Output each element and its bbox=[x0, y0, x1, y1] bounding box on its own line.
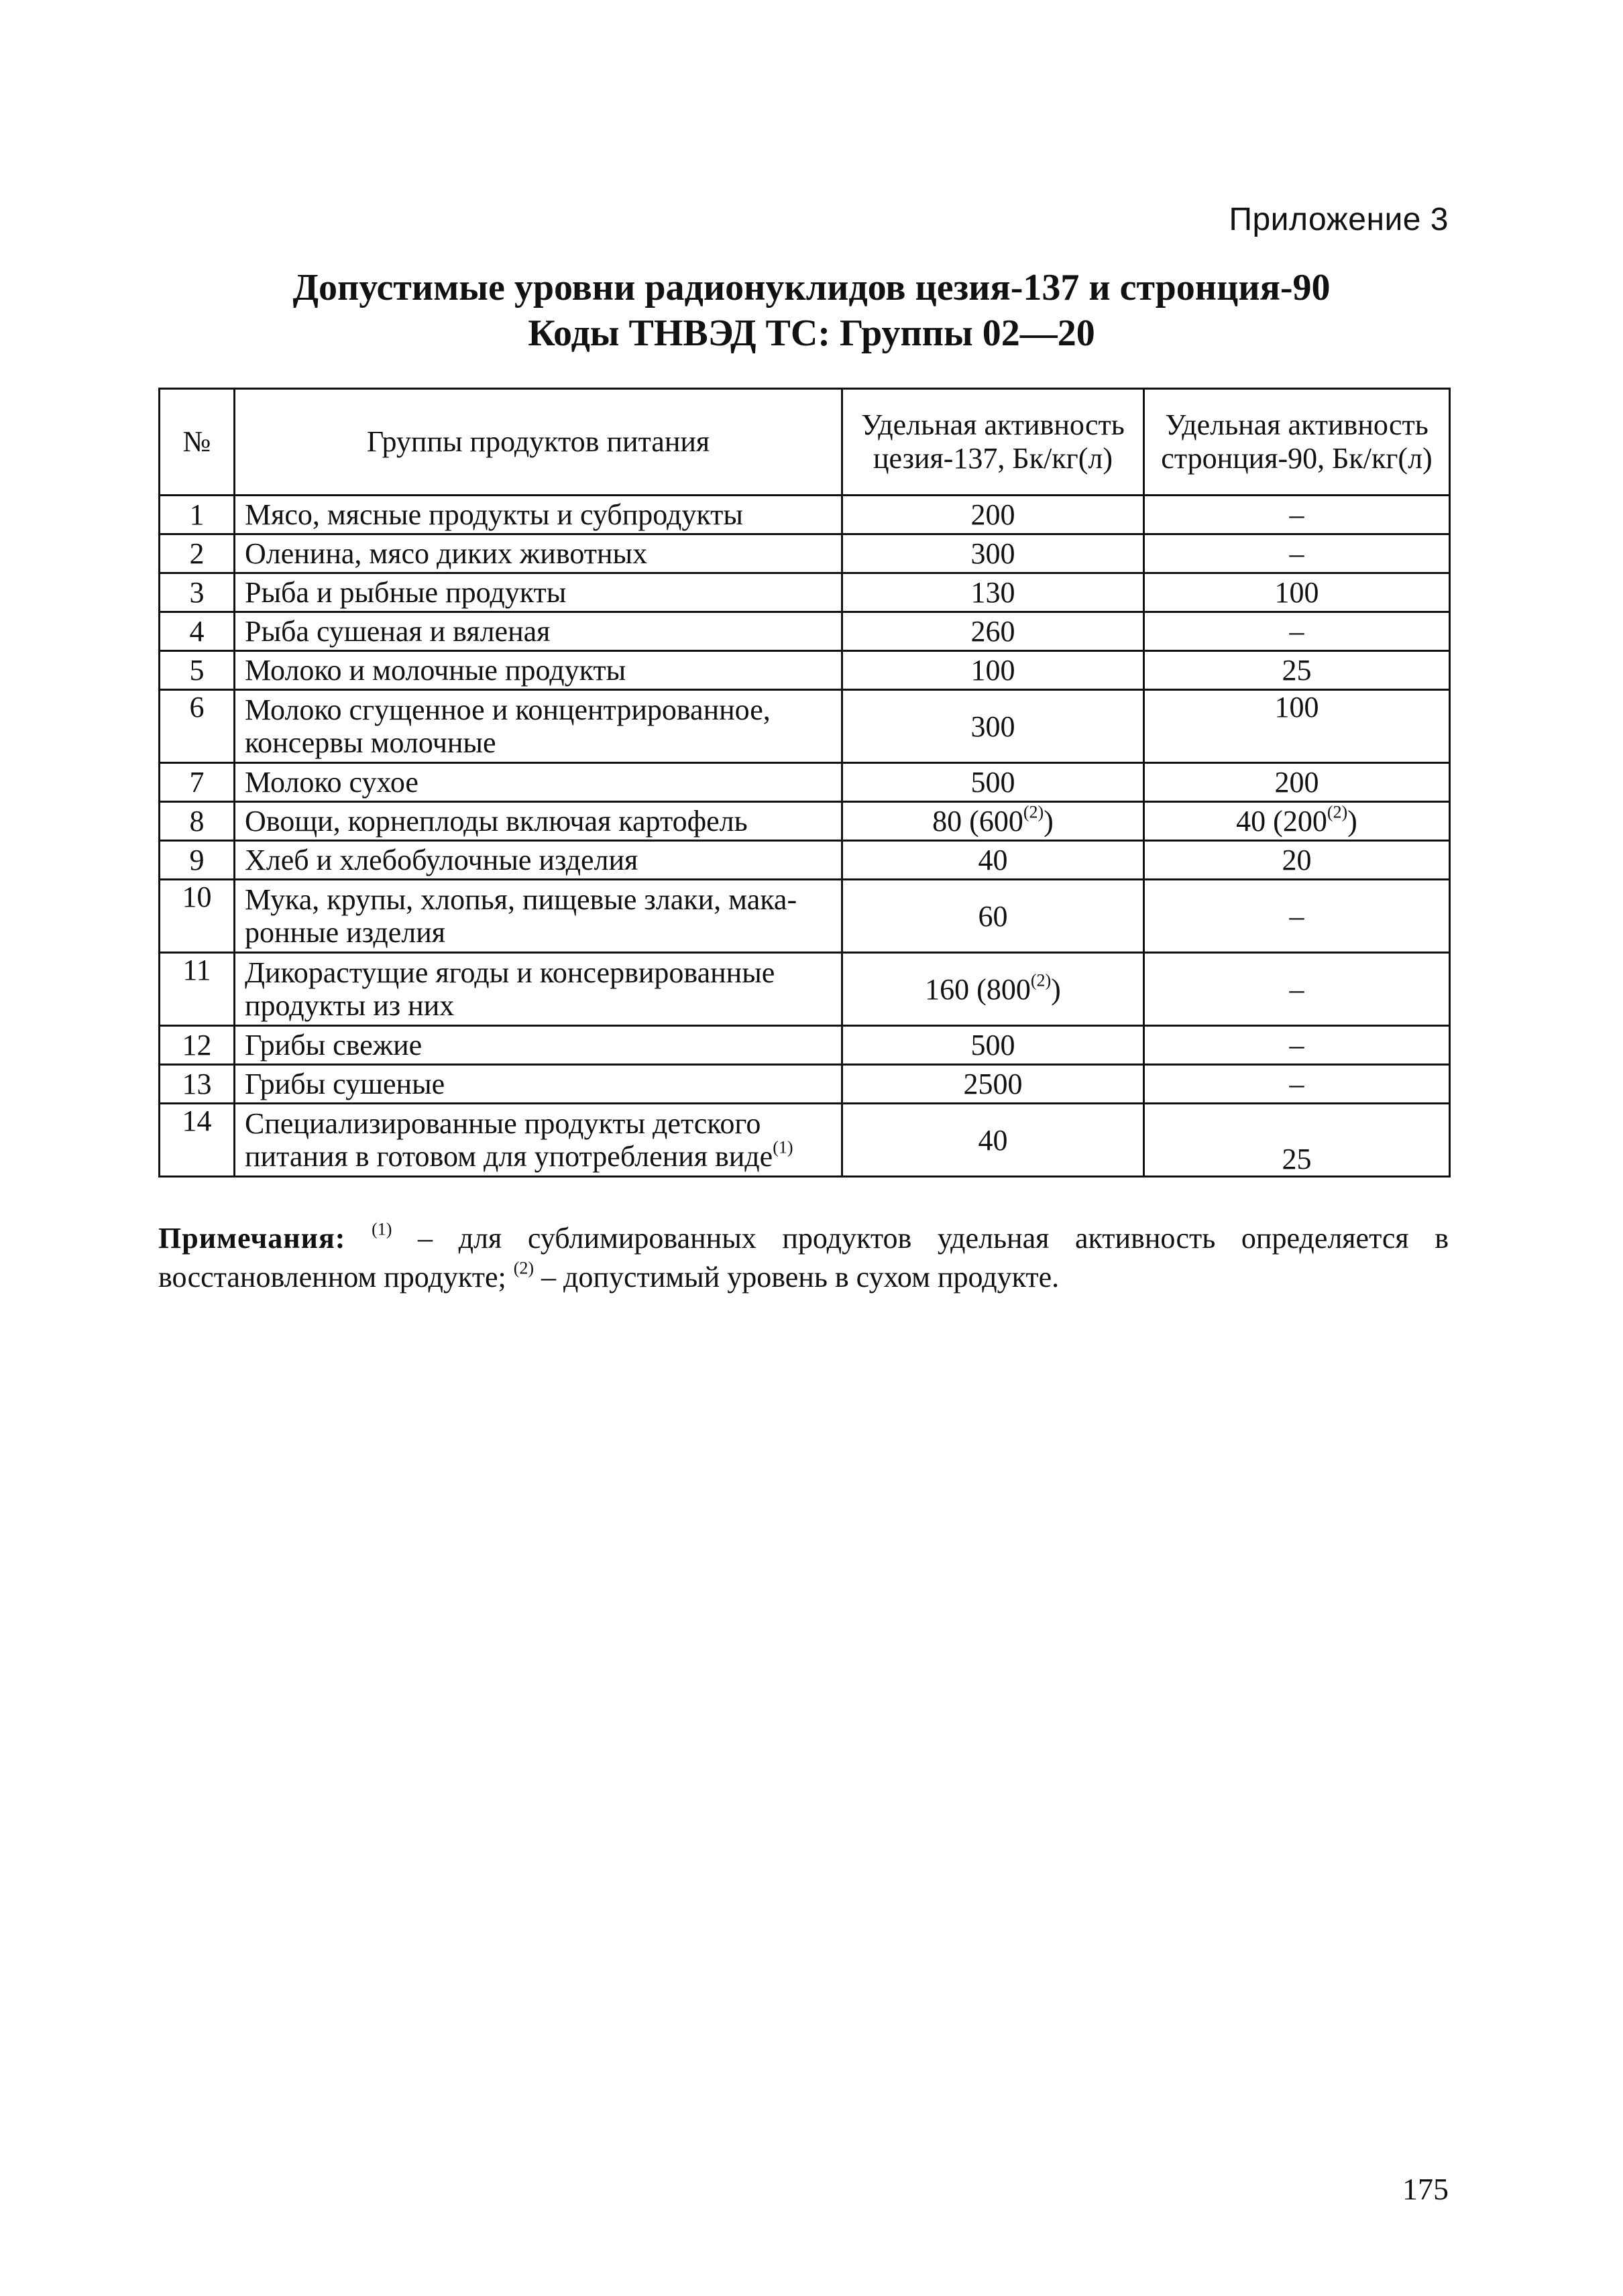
footnote-marker: (2) bbox=[1327, 802, 1348, 822]
table-row bbox=[160, 1026, 1450, 1065]
cesium-value: 300 bbox=[842, 534, 1144, 573]
row-number: 11 bbox=[160, 953, 235, 1026]
row-number: 9 bbox=[160, 841, 235, 880]
strontium-value: 25 bbox=[1144, 1104, 1450, 1177]
row-number: 2 bbox=[160, 534, 235, 573]
cesium-value: 60 bbox=[842, 880, 1144, 953]
cesium-value-main: 80 (600 bbox=[932, 805, 1023, 838]
food-group-text: Специализированные продукты детского питания в готовом для употребления виде bbox=[245, 1107, 773, 1173]
table-row bbox=[160, 880, 1450, 953]
table-row bbox=[160, 953, 1450, 1026]
table-notes bbox=[158, 1219, 1449, 1297]
strontium-value: – bbox=[1144, 534, 1450, 573]
strontium-value: 100 bbox=[1144, 573, 1450, 612]
food-group: Грибы свежие bbox=[235, 1026, 842, 1065]
cesium-value: 500 bbox=[842, 763, 1144, 802]
strontium-value: 200 bbox=[1144, 763, 1450, 802]
strontium-value: – bbox=[1144, 496, 1450, 534]
cesium-value: 200 bbox=[842, 496, 1144, 534]
strontium-value-close: ) bbox=[1347, 805, 1357, 838]
strontium-value-main: 40 (200 bbox=[1236, 805, 1327, 838]
row-number: 8 bbox=[160, 802, 235, 841]
food-group: Рыба сушеная и вяленая bbox=[235, 612, 842, 651]
note-text-2: – допустимый уровень в сухом продукте. bbox=[534, 1261, 1060, 1294]
header-strontium: Удельная активность стронция-90, Бк/кг(л) bbox=[1144, 389, 1450, 496]
row-number: 4 bbox=[160, 612, 235, 651]
food-group: Овощи, корнеплоды включая картофель bbox=[235, 802, 842, 841]
table-row bbox=[160, 1104, 1450, 1177]
table-row bbox=[160, 573, 1450, 612]
row-number: 5 bbox=[160, 651, 235, 690]
footnote-marker: (2) bbox=[1023, 802, 1044, 822]
table-row bbox=[160, 802, 1450, 841]
cesium-value-main: 160 (800 bbox=[925, 972, 1031, 1006]
page-number: 175 bbox=[1402, 2172, 1449, 2206]
radionuclide-levels-table bbox=[158, 388, 1451, 1178]
table-row bbox=[160, 534, 1450, 573]
food-group: Хлеб и хлебобулочные изделия bbox=[235, 841, 842, 880]
cesium-value: 2500 bbox=[842, 1065, 1144, 1104]
food-group: Молоко сгущенное и концентрированное, консервы молочные bbox=[235, 690, 842, 763]
row-number: 10 bbox=[160, 880, 235, 953]
strontium-value bbox=[1144, 802, 1450, 841]
row-number: 7 bbox=[160, 763, 235, 802]
strontium-value: 100 bbox=[1144, 690, 1450, 763]
strontium-value: – bbox=[1144, 612, 1450, 651]
food-group: Молоко сухое bbox=[235, 763, 842, 802]
footnote-marker: (2) bbox=[1030, 970, 1052, 990]
row-number: 1 bbox=[160, 496, 235, 534]
header-num: № bbox=[160, 389, 235, 496]
cesium-value bbox=[842, 953, 1144, 1026]
footnote-marker: (1) bbox=[773, 1137, 793, 1157]
notes-label: Примечания: bbox=[158, 1222, 346, 1255]
table-row bbox=[160, 651, 1450, 690]
footnote-marker: (2) bbox=[513, 1258, 535, 1278]
cesium-value-close: ) bbox=[1051, 972, 1061, 1006]
row-number: 12 bbox=[160, 1026, 235, 1065]
food-group: Грибы сушеные bbox=[235, 1065, 842, 1104]
table-row bbox=[160, 612, 1450, 651]
cesium-value: 40 bbox=[842, 841, 1144, 880]
table-row bbox=[160, 763, 1450, 802]
strontium-value: – bbox=[1144, 880, 1450, 953]
table-row bbox=[160, 690, 1450, 763]
row-number: 3 bbox=[160, 573, 235, 612]
header-group: Группы продуктов питания bbox=[235, 389, 842, 496]
note-text-1: – для сублимированных продуктов удельная активность определяется в восстановленном продукте; bbox=[158, 1222, 1449, 1294]
cesium-value: 500 bbox=[842, 1026, 1144, 1065]
cesium-value-close: ) bbox=[1044, 805, 1054, 838]
cesium-value: 300 bbox=[842, 690, 1144, 763]
strontium-value: – bbox=[1144, 1026, 1450, 1065]
food-group: Мука, крупы, хлопья, пищевые злаки, мака-ронные изделия bbox=[235, 880, 842, 953]
title-line-1: Допустимые уровни радионуклидов цезия-137 и стронция-90 bbox=[292, 267, 1331, 308]
food-group: Оленина, мясо диких животных bbox=[235, 534, 842, 573]
strontium-value: 25 bbox=[1144, 651, 1450, 690]
document-title bbox=[0, 265, 1623, 356]
strontium-value: – bbox=[1144, 953, 1450, 1026]
appendix-label: Приложение 3 bbox=[1229, 202, 1449, 237]
cesium-value: 130 bbox=[842, 573, 1144, 612]
strontium-value: – bbox=[1144, 1065, 1450, 1104]
header-cesium: Удельная активность цезия-137, Бк/кг(л) bbox=[842, 389, 1144, 496]
table-row bbox=[160, 496, 1450, 534]
title-line-2: Коды ТНВЭД ТС: Группы 02—20 bbox=[528, 312, 1095, 354]
strontium-value: 20 bbox=[1144, 841, 1450, 880]
food-group: Дикорастущие ягоды и консервированные продукты из них bbox=[235, 953, 842, 1026]
cesium-value bbox=[842, 802, 1144, 841]
table-row bbox=[160, 841, 1450, 880]
cesium-value: 100 bbox=[842, 651, 1144, 690]
table-row bbox=[160, 1065, 1450, 1104]
cesium-value: 40 bbox=[842, 1104, 1144, 1177]
row-number: 13 bbox=[160, 1065, 235, 1104]
food-group: Рыба и рыбные продукты bbox=[235, 573, 842, 612]
table-header-row bbox=[160, 389, 1450, 496]
food-group bbox=[235, 1104, 842, 1177]
food-group: Мясо, мясные продукты и субпродукты bbox=[235, 496, 842, 534]
food-group: Молоко и молочные продукты bbox=[235, 651, 842, 690]
footnote-marker: (1) bbox=[372, 1219, 392, 1239]
cesium-value: 260 bbox=[842, 612, 1144, 651]
row-number: 14 bbox=[160, 1104, 235, 1177]
row-number: 6 bbox=[160, 690, 235, 763]
